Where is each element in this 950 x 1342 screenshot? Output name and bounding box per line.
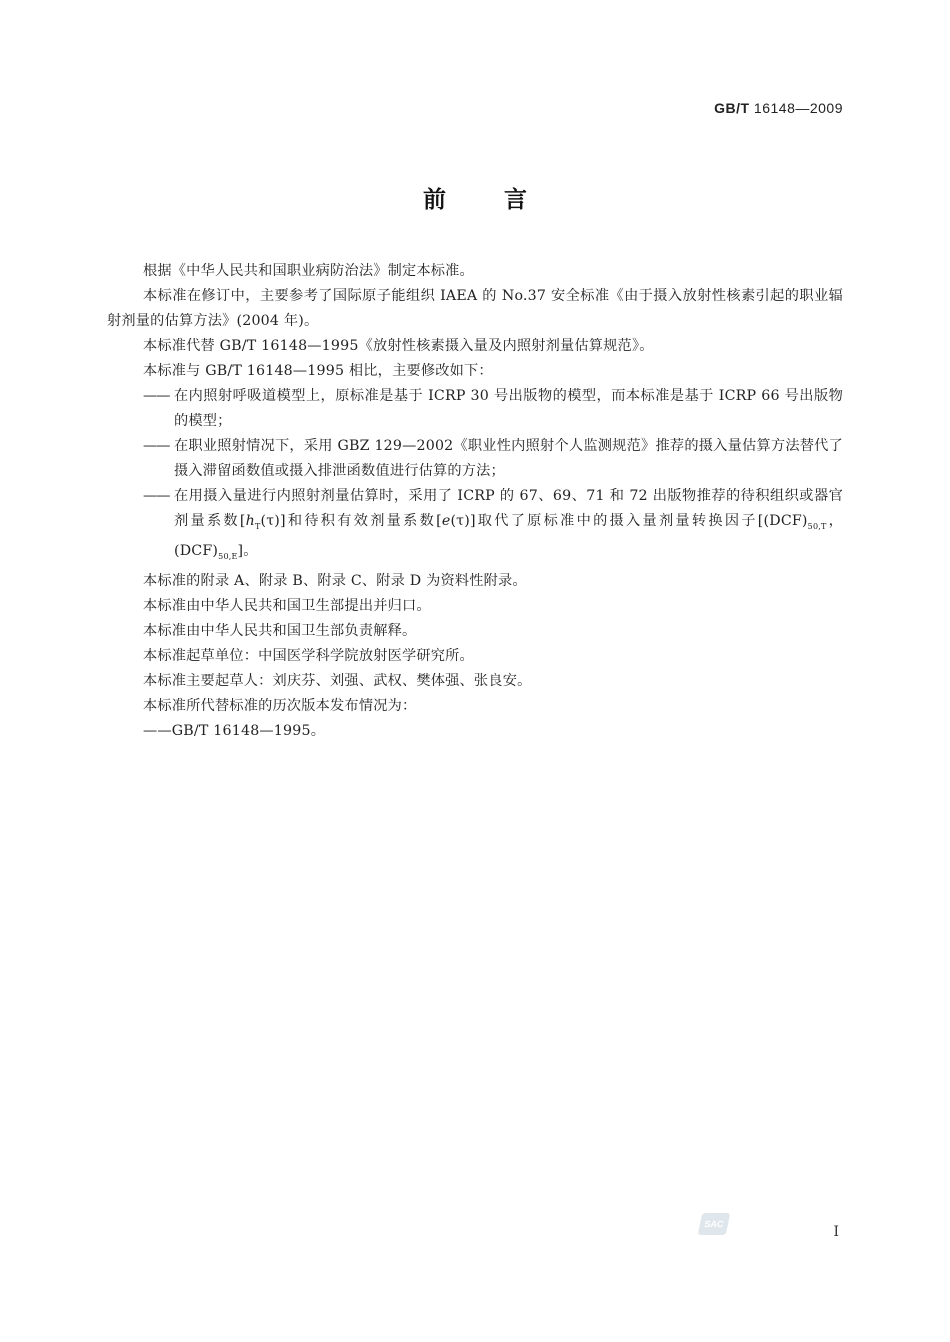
paragraph-replaces: 本标准代替 GB/T 16148—1995《放射性核素摄入量及内照射剂量估算规范》。 bbox=[143, 338, 654, 354]
sac-logo: SAC bbox=[698, 1213, 731, 1235]
list-dash: —— bbox=[143, 438, 170, 454]
paragraph-interpreter: 本标准由中华人民共和国卫生部负责解释。 bbox=[143, 622, 417, 639]
symbol-e: e bbox=[441, 513, 451, 529]
list-item-text: (τ)]取代了原标准中的摄入量剂量转换因子[(DCF) bbox=[450, 513, 808, 529]
document-body bbox=[107, 259, 843, 744]
list-item-text: 在用摄入量进行内照射剂量估算时，采用了 ICRP 的 67、69、71 和 72 出版物推荐的待积组织或器官剂量系数[ bbox=[174, 488, 843, 529]
paragraph-appendix: 本标准的附录 A、附录 B、附录 C、附录 D 为资料性附录。 bbox=[143, 572, 527, 589]
list-item bbox=[107, 484, 843, 569]
paragraph-drafting-unit: 本标准起草单位：中国医学科学院放射医学研究所。 bbox=[143, 647, 474, 664]
paragraph-history-intro: 本标准所代替标准的历次版本发布情况为： bbox=[143, 697, 417, 714]
paragraph-basis: 根据《中华人民共和国职业病防治法》制定本标准。 bbox=[143, 263, 474, 279]
symbol-h: h bbox=[245, 513, 255, 529]
list-item bbox=[107, 384, 843, 434]
list-item-text: ，(DCF) bbox=[174, 513, 843, 559]
list-item bbox=[107, 434, 843, 484]
list-item-text: 在内照射呼吸道模型上，原标准是基于 ICRP 30 号出版物的模型，而本标准是基于 ICRP 66 号出版物的模型； bbox=[174, 388, 843, 429]
paragraph-changes-intro: 本标准与 GB/T 16148—1995 相比，主要修改如下： bbox=[143, 363, 493, 379]
paragraph-reference: 本标准在修订中，主要参考了国际原子能组织 IAEA 的 No.37 安全标准《由于摄入放射性核素引起的职业辐射剂量的估算方法》(2004 年)。 bbox=[107, 288, 843, 329]
list-item-text: 在职业照射情况下，采用 GBZ 129—2002《职业性内照射个人监测规范》推荐的摄入量估算方法替代了摄入滞留函数值或摄入排泄函数值进行估算的方法； bbox=[174, 438, 843, 479]
standard-header bbox=[714, 100, 843, 116]
standard-code: GB/T bbox=[714, 100, 750, 116]
list-dash: —— bbox=[143, 488, 170, 504]
list-item-text: ]。 bbox=[237, 542, 258, 559]
subscript-t: T bbox=[254, 521, 261, 531]
subscript-50e: 50,E bbox=[218, 551, 238, 561]
list-item-text: (τ)]和待积有效剂量系数[ bbox=[260, 513, 442, 529]
paragraph-proposer: 本标准由中华人民共和国卫生部提出并归口。 bbox=[143, 597, 431, 614]
history-item: ——GB/T 16148—1995。 bbox=[143, 722, 326, 739]
page-number: I bbox=[833, 1224, 839, 1240]
page-title: 前言 bbox=[423, 187, 585, 213]
list-dash: —— bbox=[143, 388, 170, 404]
paragraph-drafters: 本标准主要起草人：刘庆芬、刘强、武权、樊体强、张良安。 bbox=[143, 672, 532, 689]
standard-number: 16148—2009 bbox=[753, 100, 843, 116]
subscript-50t: 50,T bbox=[807, 521, 827, 531]
